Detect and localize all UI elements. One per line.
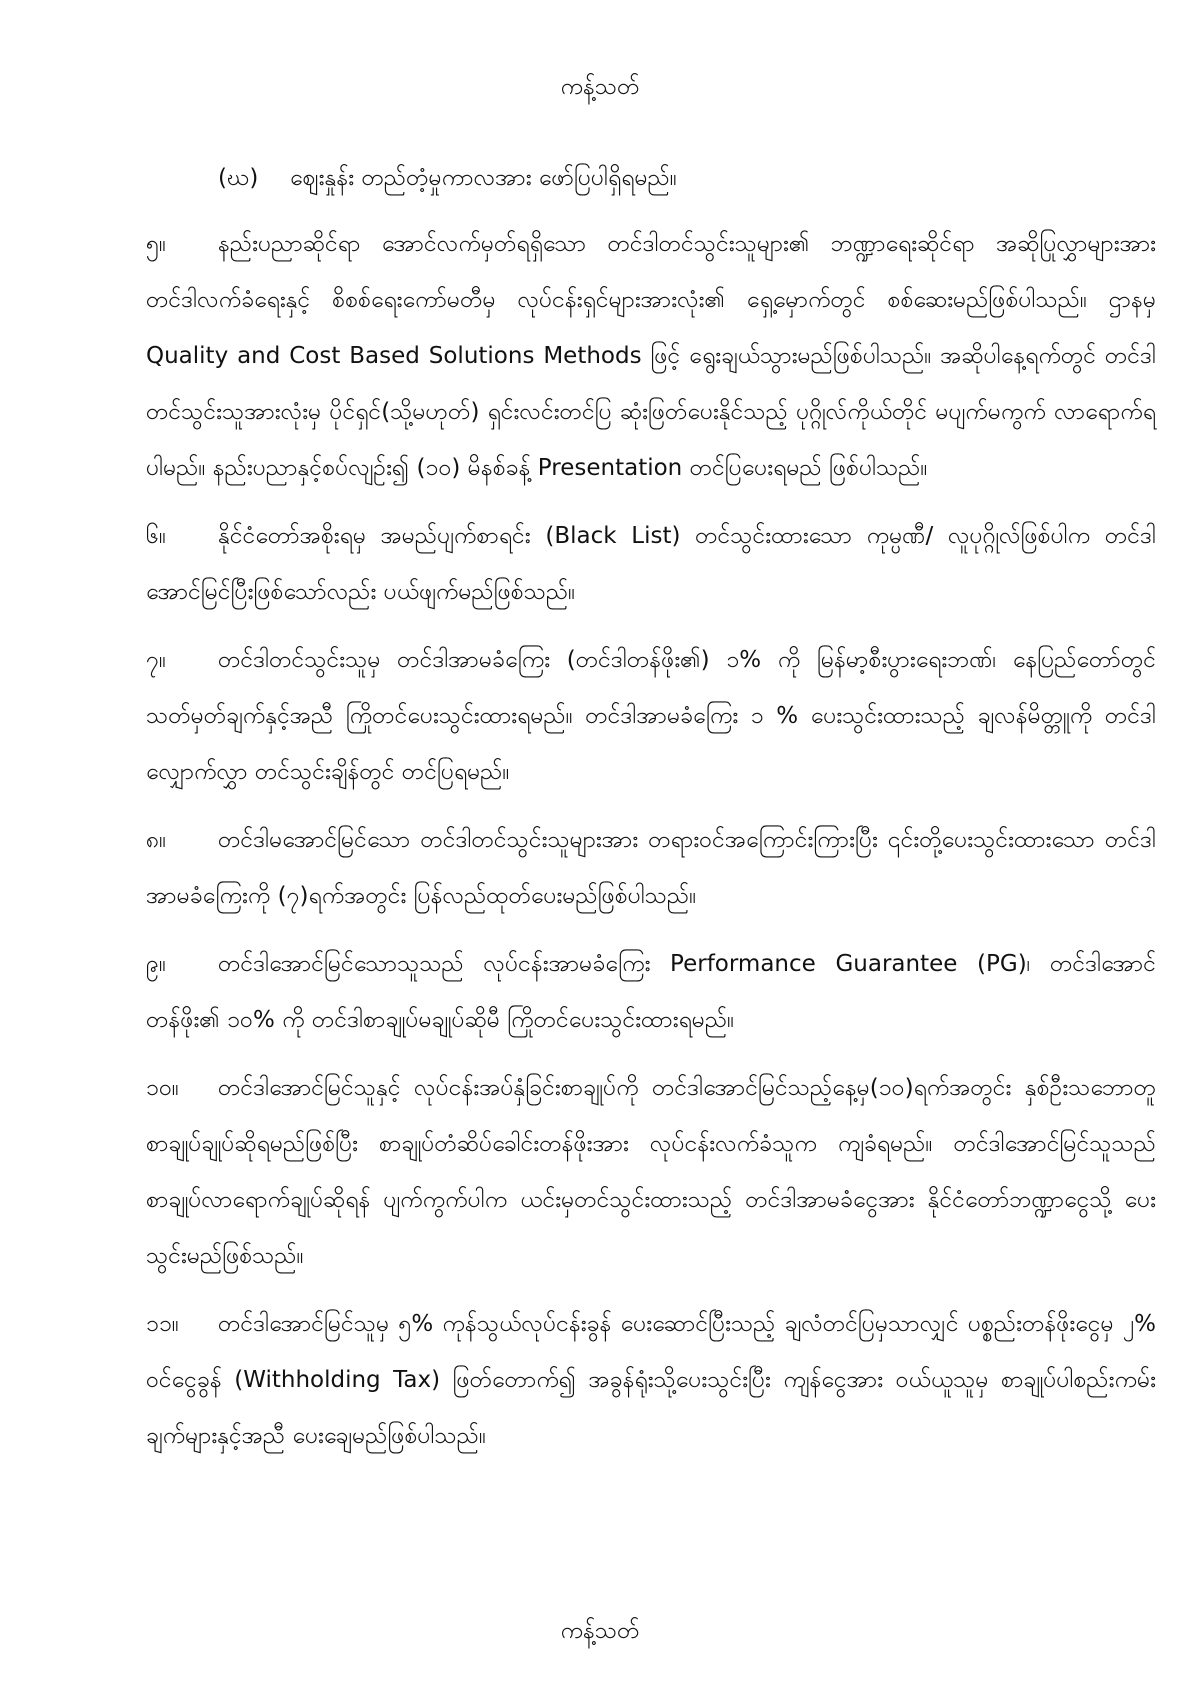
document-body — [146, 150, 1156, 1476]
sub-item-gha — [146, 150, 1156, 206]
paragraph-number: ၅။ — [146, 231, 166, 257]
paragraph-text: နိုင်ငံတော်အစိုးရမှ အမည်ပျက်စာရင်း (Black List) တင်သွင်းထားသော ကုမ္ပဏီ/ လူပုဂ္ဂိုလ်ဖြစ်ပါက တင်ဒါအောင်မြင်ပြီးဖြစ်သော်လည်း ပယ်ဖျက်မည်ဖြစ်သည်။ — [146, 523, 1156, 605]
paragraph-text: တင်ဒါအောင်မြင်သူနှင့် လုပ်ငန်းအပ်နှံခြင်းစာချုပ်ကို တင်ဒါအောင်မြင်သည့်နေ့မှ(၁၀)ရက်အတွင်း နှစ်ဦးသဘောတူစာချုပ်ချုပ်ဆိုရမည်ဖြစ်ပြီး စာချုပ်တံဆိပ်ခေါင်းတန်ဖိုးအား လုပ်ငန်းလက်ခံသူက ကျခံရမည်။ တင်ဒါအောင်မြင်သူသည် စာချုပ်လာရောက်ချုပ်ဆိုရန် ပျက်ကွက်ပါက ယင်းမှတင်သွင်းထားသည့် တင်ဒါအာမခံငွေအား နိုင်ငံတော်ဘဏ္ဍာငွေသို့ ပေးသွင်းမည်ဖြစ်သည်။ — [146, 1075, 1156, 1269]
paragraph-9 — [146, 936, 1156, 1048]
paragraph-number: ၈။ — [146, 827, 167, 853]
paragraph-text: တင်ဒါအောင်မြင်သူမှ ၅% ကုန်သွယ်လုပ်ငန်းခွန် ပေးဆောင်ပြီးသည့် ချလံတင်ပြမှသာလျှင် ပစ္စည်းတန်ဖိုးငွေမှ ၂% ဝင်ငွေခွန် (Withholding Tax) ဖြတ်တောက်၍ အခွန်ရုံးသို့ပေးသွင်းပြီး ကျန်ငွေအား ဝယ်ယူသူမှ စာချုပ်ပါစည်းကမ်းချက်များနှင့်အညီ ပေးချေမည်ဖြစ်ပါသည်။ — [146, 1311, 1156, 1449]
sub-item-text: ဈေးနှုန်း တည်တံ့မှုကာလအား ဖော်ပြပါရှိရမည်။ — [290, 165, 677, 191]
paragraph-text: တင်ဒါမအောင်မြင်သော တင်ဒါတင်သွင်းသူများအား တရားဝင်အကြောင်းကြားပြီး ၎င်းတို့ပေးသွင်းထားသော တင်ဒါအာမခံကြေးကို (၇)ရက်အတွင်း ပြန်လည်ထုတ်ပေးမည်ဖြစ်ပါသည်။ — [146, 827, 1156, 909]
sub-item-number: (ဃ) — [218, 165, 259, 191]
paragraph-8 — [146, 812, 1156, 924]
paragraph-6 — [146, 508, 1156, 620]
paragraph-7 — [146, 632, 1156, 800]
paragraph-10 — [146, 1060, 1156, 1284]
paragraph-number: ၇။ — [146, 647, 166, 673]
paragraph-text: တင်ဒါအောင်မြင်သောသူသည် လုပ်ငန်းအာမခံကြေး Performance Guarantee (PG)၊ တင်ဒါအောင်တန်ဖိုး၏ ၁၀% ကို တင်ဒါစာချုပ်မချုပ်ဆိုမီ ကြိုတင်ပေးသွင်းထားရမည်။ — [146, 951, 1156, 1033]
paragraph-11 — [146, 1296, 1156, 1464]
paragraph-number: ၁၀။ — [146, 1075, 179, 1101]
paragraph-text: တင်ဒါတင်သွင်းသူမှ တင်ဒါအာမခံကြေး (တင်ဒါတန်ဖိုး၏) ၁% ကို မြန်မာ့စီးပွားရေးဘဏ်၊ နေပြည်တော်တွင်သတ်မှတ်ချက်နှင့်အညီ ကြိုတင်ပေးသွင်းထားရမည်။ တင်ဒါအာမခံကြေး ၁ % ပေးသွင်းထားသည့် ချလန်မိတ္တူကို တင်ဒါလျှောက်လွှာ တင်သွင်းချိန်တွင် တင်ပြရမည်။ — [146, 647, 1156, 785]
paragraph-text: နည်းပညာဆိုင်ရာ အောင်လက်မှတ်ရရှိသော တင်ဒါတင်သွင်းသူများ၏ ဘဏ္ဍာရေးဆိုင်ရာ အဆိုပြုလွှာများအား တင်ဒါလက်ခံရေးနှင့် စိစစ်ရေးကော်မတီမှ လုပ်ငန်းရှင်များအားလုံး၏ ရှေ့မှောက်တွင် စစ်ဆေးမည်ဖြစ်ပါသည်။ ဌာနမှ Quality and Cost Based Solutions Methods ဖြင့် ရွေးချယ်သွားမည်ဖြစ်ပါသည်။ အဆိုပါနေ့ရက်တွင် တင်ဒါတင်သွင်းသူအားလုံးမှ ပိုင်ရှင်(သို့မဟုတ်) ရှင်းလင်းတင်ပြ ဆုံးဖြတ်ပေးနိုင်သည့် ပုဂ္ဂိုလ်ကိုယ်တိုင် မပျက်မကွက် လာရောက်ရပါမည်။ နည်းပညာနှင့်စပ်လျဉ်း၍ (၁၀) မိနစ်ခန့် Presentation တင်ပြပေးရမည် ဖြစ်ပါသည်။ — [146, 231, 1156, 481]
classification-header: ကန့်သတ် — [560, 74, 640, 100]
classification-footer: ကန့်သတ် — [560, 1618, 640, 1644]
paragraph-number: ၁၁။ — [146, 1311, 179, 1337]
paragraph-number: ၆။ — [146, 523, 166, 549]
paragraph-number: ၉။ — [146, 951, 166, 977]
paragraph-5 — [146, 216, 1156, 496]
